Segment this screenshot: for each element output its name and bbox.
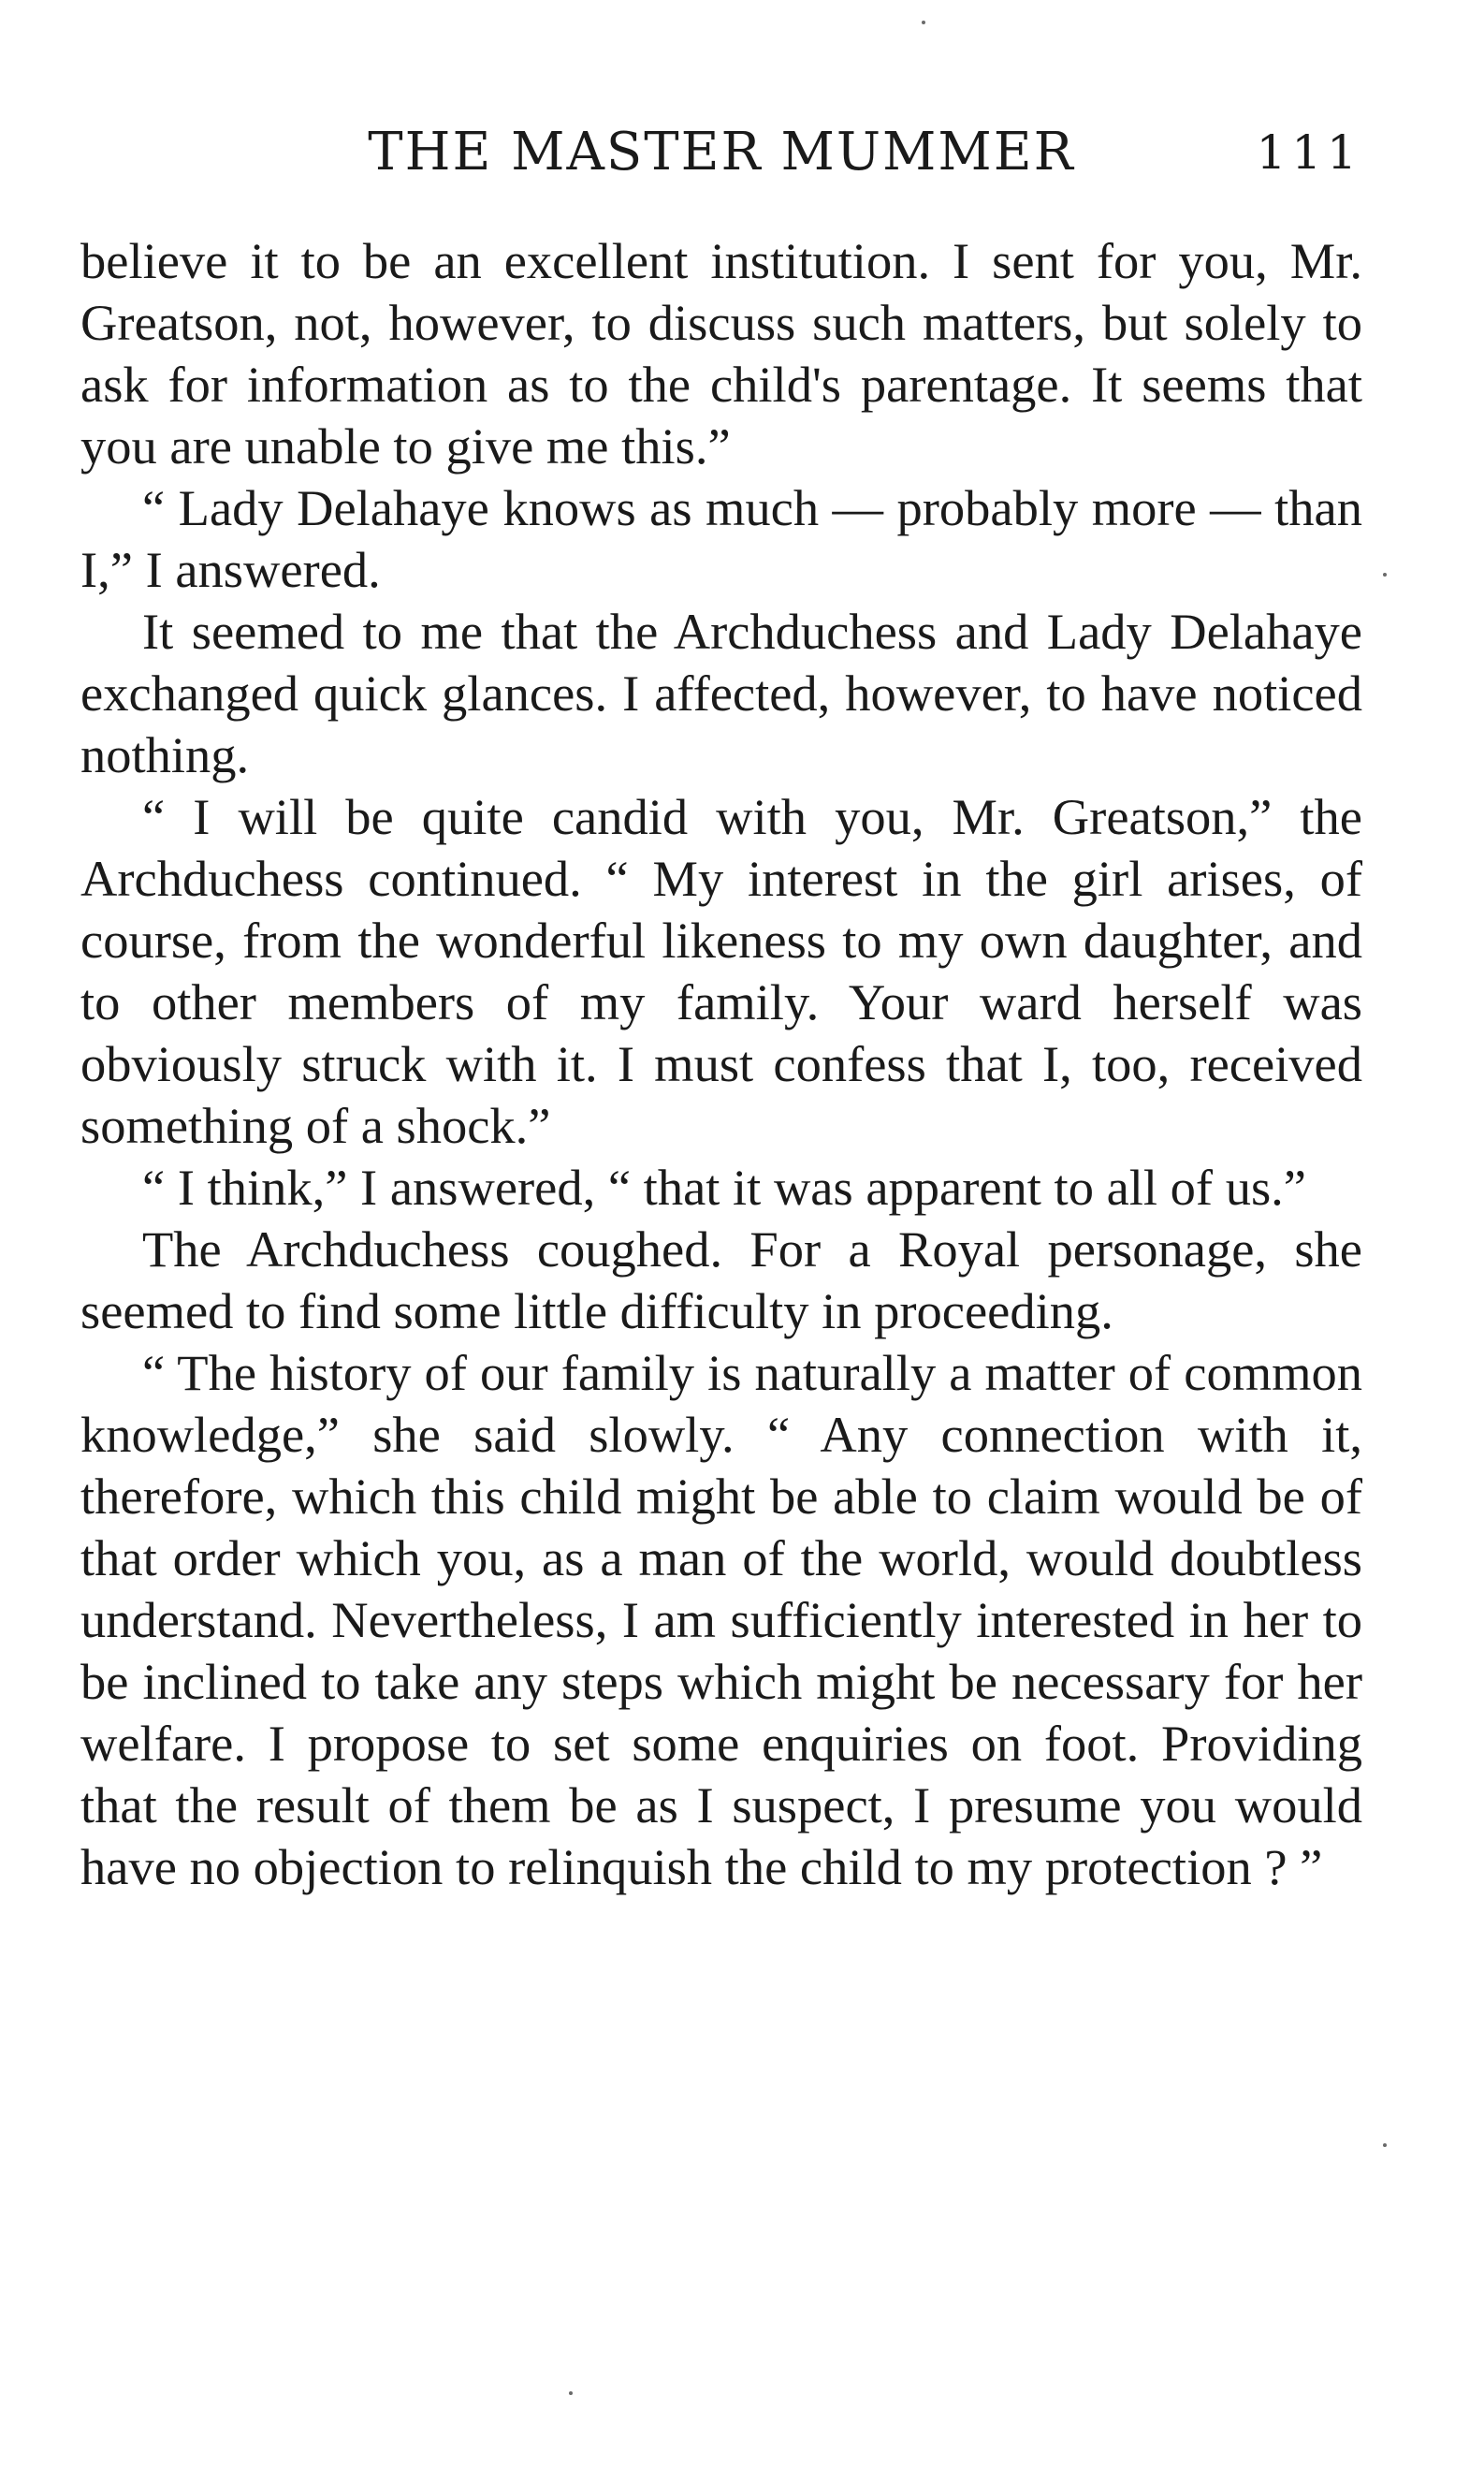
paragraph: “ I think,” I answered, “ that it was apparent to all of us.” [142,1159,1306,1216]
page-number: 111 [1256,125,1362,180]
running-title: THE MASTER MUMMER [368,122,1075,183]
paragraph: believe it to be an excellent institution. I sent for you, Mr. Greatson, not, however, to discuss such matters, but solely to ask for information as to the child's parentage. It seems that you are unable to give me this.” [80,232,1362,475]
paragraph: The Archduchess coughed. For a Royal personage, she seemed to find some little difficulty in proceeding. [80,1220,1362,1339]
print-speck [569,2391,573,2395]
paragraph: “ The history of our family is naturally a matter of common knowledge,” she said slowly. “ Any connection with it, therefore, which this child might be able to claim would be of that order which you, as a man of the world, would doubtless understand. Nevertheless, I am sufficiently interested in her to be inclined to take any steps which might be necessary for her welfare. I propose to set some enquiries on foot. Providing that the result of them be as I suspect, I presume you would have no objection to relinquish the child to my protection ? ” [80,1344,1362,1895]
print-speck [922,21,925,24]
print-speck [1383,2143,1387,2147]
print-speck [1383,573,1387,577]
paragraph: “ Lady Delahaye knows as much — probably more — than I,” I answered. [80,479,1362,598]
body-text [80,230,1362,1898]
running-head [80,120,1362,185]
paragraph: “ I will be quite candid with you, Mr. Greatson,” the Archduchess continued. “ My interest in the girl arises, of course, from the wonderful likeness to my own daughter, and to other members of my family. Your ward herself was obviously struck with it. I must confess that I, too, received something of a shock.” [80,788,1362,1154]
paragraph: It seemed to me that the Archduchess and Lady Delahaye exchanged quick glances. I affected, however, to have noticed nothing. [80,603,1362,783]
